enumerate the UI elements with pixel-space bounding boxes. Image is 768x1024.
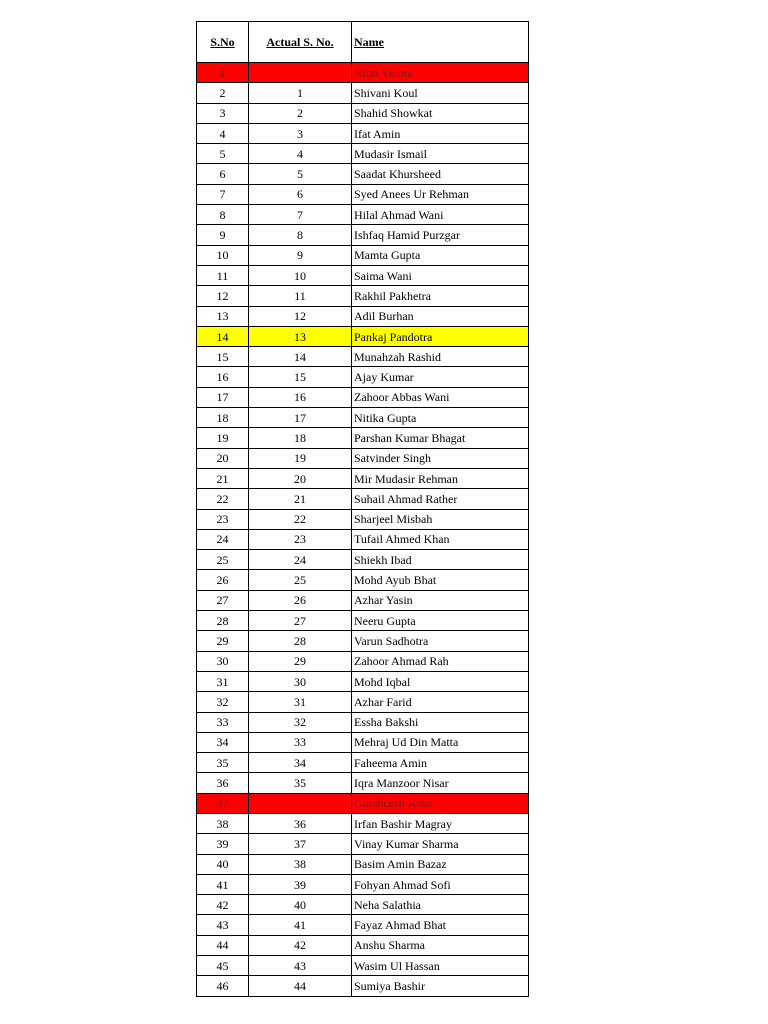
cell-actual-sno: 27: [249, 611, 352, 631]
cell-name: Munahzah Rashid: [352, 347, 529, 367]
table-row: [197, 63, 529, 83]
cell-name: Iqra Manzoor Nisar: [352, 773, 529, 793]
cell-name: Wasim Ul Hassan: [352, 956, 529, 976]
cell-actual-sno: 2: [249, 103, 352, 123]
cell-actual-sno: 28: [249, 631, 352, 651]
cell-sno: 11: [197, 265, 249, 285]
cell-sno: 44: [197, 935, 249, 955]
cell-sno: 22: [197, 489, 249, 509]
cell-sno: 33: [197, 712, 249, 732]
table-row: [197, 976, 529, 996]
cell-name: Pankaj Pandotra: [352, 326, 529, 346]
table-row: [197, 692, 529, 712]
cell-sno: 6: [197, 164, 249, 184]
cell-sno: 43: [197, 915, 249, 935]
cell-sno: 35: [197, 753, 249, 773]
cell-name: Rakhil Pakhetra: [352, 286, 529, 306]
cell-sno: 12: [197, 286, 249, 306]
cell-name: Azhar Yasin: [352, 590, 529, 610]
cell-actual-sno: 25: [249, 570, 352, 590]
cell-sno: 19: [197, 428, 249, 448]
cell-actual-sno: 7: [249, 205, 352, 225]
cell-name: Faheema Amin: [352, 753, 529, 773]
table-row: [197, 854, 529, 874]
cell-name: Gursheesh Kour: [352, 793, 529, 813]
cell-sno: 23: [197, 509, 249, 529]
cell-actual-sno: 31: [249, 692, 352, 712]
cell-sno: 36: [197, 773, 249, 793]
table-row: [197, 103, 529, 123]
cell-sno: 42: [197, 895, 249, 915]
cell-sno: 16: [197, 367, 249, 387]
cell-name: Essha Bakshi: [352, 712, 529, 732]
cell-actual-sno: [249, 793, 352, 813]
table-row: [197, 265, 529, 285]
cell-sno: 24: [197, 529, 249, 549]
table-row: [197, 529, 529, 549]
cell-name: Irfan Bashir Magray: [352, 813, 529, 833]
cell-name: Anshu Sharma: [352, 935, 529, 955]
cell-sno: 17: [197, 387, 249, 407]
cell-actual-sno: 6: [249, 184, 352, 204]
table-row: [197, 387, 529, 407]
cell-sno: 13: [197, 306, 249, 326]
cell-actual-sno: 1: [249, 83, 352, 103]
table-row: [197, 590, 529, 610]
cell-name: Adil Burhan: [352, 306, 529, 326]
cell-name: Zahoor Ahmad Rah: [352, 651, 529, 671]
table-row: [197, 347, 529, 367]
cell-sno: 7: [197, 184, 249, 204]
cell-actual-sno: 36: [249, 813, 352, 833]
cell-sno: 8: [197, 205, 249, 225]
cell-name: Mehraj Ud Din Matta: [352, 732, 529, 752]
table-row: [197, 123, 529, 143]
cell-actual-sno: 13: [249, 326, 352, 346]
cell-actual-sno: 21: [249, 489, 352, 509]
table-row: [197, 753, 529, 773]
cell-actual-sno: [249, 63, 352, 83]
cell-sno: 29: [197, 631, 249, 651]
cell-sno: 18: [197, 408, 249, 428]
cell-name: Neha Salathia: [352, 895, 529, 915]
cell-actual-sno: 17: [249, 408, 352, 428]
cell-name: Shahid Showkat: [352, 103, 529, 123]
cell-sno: 30: [197, 651, 249, 671]
table-row: [197, 915, 529, 935]
table-row: [197, 144, 529, 164]
cell-name: Fayaz Ahmad Bhat: [352, 915, 529, 935]
cell-name: Tufail Ahmed Khan: [352, 529, 529, 549]
cell-name: Sumiya Bashir: [352, 976, 529, 996]
cell-actual-sno: 19: [249, 448, 352, 468]
cell-name: Neeru Gupta: [352, 611, 529, 631]
cell-actual-sno: 12: [249, 306, 352, 326]
cell-actual-sno: 3: [249, 123, 352, 143]
cell-actual-sno: 43: [249, 956, 352, 976]
table-row: [197, 651, 529, 671]
cell-name: Hilal Ahmad Wani: [352, 205, 529, 225]
table-row: [197, 956, 529, 976]
header-actual-sno: Actual S. No.: [249, 22, 352, 63]
table-row: [197, 286, 529, 306]
table-body: [197, 63, 529, 997]
cell-actual-sno: 16: [249, 387, 352, 407]
cell-name: Basim Amin Bazaz: [352, 854, 529, 874]
cell-actual-sno: 5: [249, 164, 352, 184]
table-row: [197, 570, 529, 590]
cell-name: Shiekh Ibad: [352, 550, 529, 570]
cell-sno: 38: [197, 813, 249, 833]
cell-actual-sno: 11: [249, 286, 352, 306]
cell-actual-sno: 26: [249, 590, 352, 610]
cell-name: Varun Sadhotra: [352, 631, 529, 651]
cell-actual-sno: 15: [249, 367, 352, 387]
cell-actual-sno: 9: [249, 245, 352, 265]
cell-name: Sharjeel Misbah: [352, 509, 529, 529]
table-row: [197, 834, 529, 854]
cell-sno: 4: [197, 123, 249, 143]
cell-sno: 1: [197, 63, 249, 83]
table-row: [197, 408, 529, 428]
table-row: [197, 205, 529, 225]
table-row: [197, 874, 529, 894]
cell-sno: 10: [197, 245, 249, 265]
name-list-table: [196, 21, 529, 997]
table-row: [197, 306, 529, 326]
cell-name: Saadat Khursheed: [352, 164, 529, 184]
cell-actual-sno: 40: [249, 895, 352, 915]
cell-actual-sno: 22: [249, 509, 352, 529]
cell-sno: 3: [197, 103, 249, 123]
table-row: [197, 326, 529, 346]
cell-name: Ajay Kumar: [352, 367, 529, 387]
table-row: [197, 550, 529, 570]
cell-actual-sno: 30: [249, 671, 352, 691]
table-row: [197, 793, 529, 813]
cell-sno: 37: [197, 793, 249, 813]
table-row: [197, 935, 529, 955]
table-row: [197, 712, 529, 732]
cell-name: Parshan Kumar Bhagat: [352, 428, 529, 448]
cell-name: Satvinder Singh: [352, 448, 529, 468]
header-sno: S.No: [197, 22, 249, 63]
cell-sno: 31: [197, 671, 249, 691]
cell-sno: 14: [197, 326, 249, 346]
cell-name: Ishfaq Hamid Purzgar: [352, 225, 529, 245]
cell-actual-sno: 24: [249, 550, 352, 570]
cell-actual-sno: 39: [249, 874, 352, 894]
table-row: [197, 489, 529, 509]
cell-name: Azhar Farid: [352, 692, 529, 712]
cell-name: Syed Anees Ur Rehman: [352, 184, 529, 204]
header-name: Name: [352, 22, 529, 63]
cell-sno: 26: [197, 570, 249, 590]
table-row: [197, 164, 529, 184]
cell-actual-sno: 34: [249, 753, 352, 773]
table-row: [197, 773, 529, 793]
cell-sno: 5: [197, 144, 249, 164]
table-row: [197, 671, 529, 691]
cell-name: Mamta Gupta: [352, 245, 529, 265]
cell-sno: 32: [197, 692, 249, 712]
cell-name: Vinay Kumar Sharma: [352, 834, 529, 854]
cell-sno: 9: [197, 225, 249, 245]
cell-actual-sno: 20: [249, 468, 352, 488]
cell-actual-sno: 42: [249, 935, 352, 955]
cell-name: Fohyan Ahmad Sofi: [352, 874, 529, 894]
cell-sno: 40: [197, 854, 249, 874]
table-row: [197, 184, 529, 204]
cell-sno: 41: [197, 874, 249, 894]
cell-actual-sno: 41: [249, 915, 352, 935]
table-row: [197, 631, 529, 651]
cell-actual-sno: 29: [249, 651, 352, 671]
cell-name: Shivani Koul: [352, 83, 529, 103]
cell-name: Mudasir Ismail: [352, 144, 529, 164]
cell-sno: 28: [197, 611, 249, 631]
cell-name: Zahoor Abbas Wani: [352, 387, 529, 407]
cell-sno: 45: [197, 956, 249, 976]
cell-actual-sno: 44: [249, 976, 352, 996]
cell-name: Ifat Amin: [352, 123, 529, 143]
table-row: [197, 895, 529, 915]
cell-name: Mohd Iqbal: [352, 671, 529, 691]
table-row: [197, 367, 529, 387]
cell-actual-sno: 14: [249, 347, 352, 367]
cell-sno: 2: [197, 83, 249, 103]
cell-actual-sno: 10: [249, 265, 352, 285]
cell-name: Nitika Gupta: [352, 408, 529, 428]
cell-actual-sno: 38: [249, 854, 352, 874]
table-row: [197, 245, 529, 265]
cell-actual-sno: 18: [249, 428, 352, 448]
cell-name: Nitin Verma: [352, 63, 529, 83]
table-row: [197, 448, 529, 468]
cell-sno: 20: [197, 448, 249, 468]
cell-sno: 39: [197, 834, 249, 854]
table-row: [197, 509, 529, 529]
cell-actual-sno: 33: [249, 732, 352, 752]
cell-actual-sno: 32: [249, 712, 352, 732]
cell-sno: 27: [197, 590, 249, 610]
header-row: [197, 22, 529, 63]
table-row: [197, 83, 529, 103]
cell-sno: 34: [197, 732, 249, 752]
cell-actual-sno: 23: [249, 529, 352, 549]
cell-name: Saima Wani: [352, 265, 529, 285]
table-row: [197, 813, 529, 833]
cell-name: Mir Mudasir Rehman: [352, 468, 529, 488]
cell-sno: 25: [197, 550, 249, 570]
cell-sno: 21: [197, 468, 249, 488]
table-row: [197, 611, 529, 631]
cell-actual-sno: 8: [249, 225, 352, 245]
table-row: [197, 732, 529, 752]
table-row: [197, 225, 529, 245]
cell-name: Mohd Ayub Bhat: [352, 570, 529, 590]
cell-actual-sno: 4: [249, 144, 352, 164]
cell-name: Suhail Ahmad Rather: [352, 489, 529, 509]
table-row: [197, 468, 529, 488]
cell-actual-sno: 37: [249, 834, 352, 854]
cell-actual-sno: 35: [249, 773, 352, 793]
table-row: [197, 428, 529, 448]
cell-sno: 15: [197, 347, 249, 367]
cell-sno: 46: [197, 976, 249, 996]
